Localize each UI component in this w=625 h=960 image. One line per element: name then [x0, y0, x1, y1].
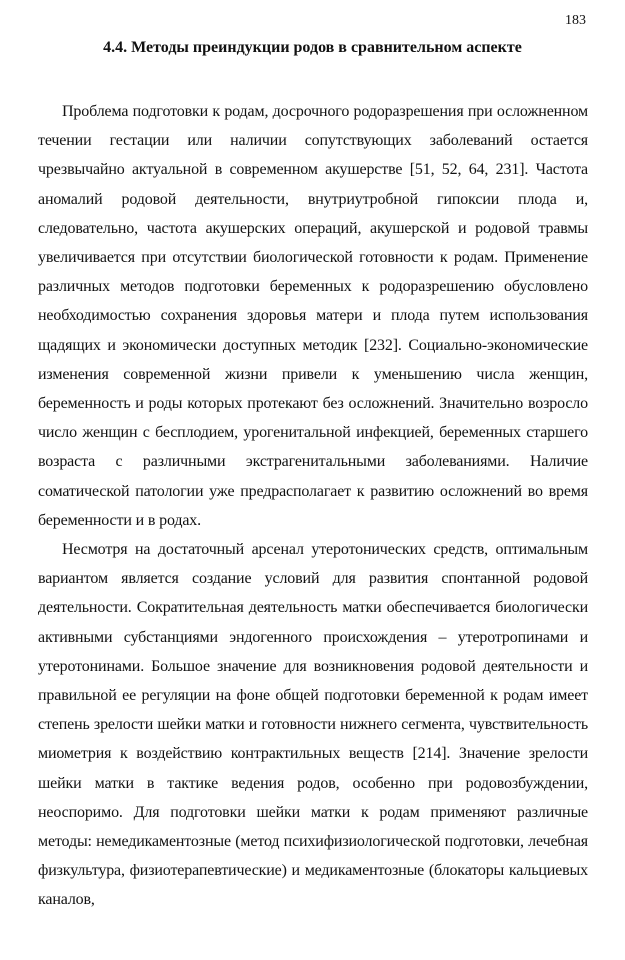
section-heading: 4.4. Методы преиндукции родов в сравнительном аспекте: [103, 39, 522, 56]
paragraph-2: Несмотря на достаточный арсенал утеротонических средств, оптимальным вариантом является создание условий для развития спонтанной родовой деятельности. Сократительная деятельность матки обеспечивается биологически активными субстанциями эндогенного происхождения – утеротропинами и утеротонинами. Большое значение для возникновения родовой деятельности и правильной ее регуляции на фоне общей подготовки беременной к родам имеет степень зрелости шейки матки и готовности нижнего сегмента, чувствительность миометрия к воздействию контрактильных веществ [214]. Значение зрелости шейки матки в тактике ведения родов, особенно при родовозбуждении, неоспоримо. Для подготовки шейки матки к родам применяют различные методы: немедикаментозные (метод психифизиологической подготовки, лечебная физкультура, физиотерапевтические) и медикаментозные (блокаторы кальциевых каналов,: [38, 541, 588, 909]
page-number: 183: [565, 13, 586, 28]
paragraph-1: Проблема подготовки к родам, досрочного родоразрешения при осложненном течении гестации или наличии сопутствующих заболеваний остается чрезвычайно актуальной в современном акушерстве [51, 52, 64, 231]. Частота аномалий родовой деятельности, внутриутробной гипоксии плода и, следовательно, частота акушерских операций, акушерской и родовой травмы увеличивается при отсутствии биологической готовности к родам. Применение различных методов подготовки беременных к родоразрешению обусловлено необходимостью сохранения здоровья матери и плода путем использования щадящих и экономически доступных методик [232]. Социально-экономические изменения современной жизни привели к уменьшению числа женщин, беременность и роды которых протекают без осложнений. Значительно возросло число женщин с бесплодием, урогенитальной инфекцией, беременных старшего возраста с различными экстрагенитальными заболеваниями. Наличие соматической патологии уже предрасполагает к развитию осложнений во время беременности и в родах.: [38, 103, 588, 529]
body-text: [38, 97, 588, 915]
